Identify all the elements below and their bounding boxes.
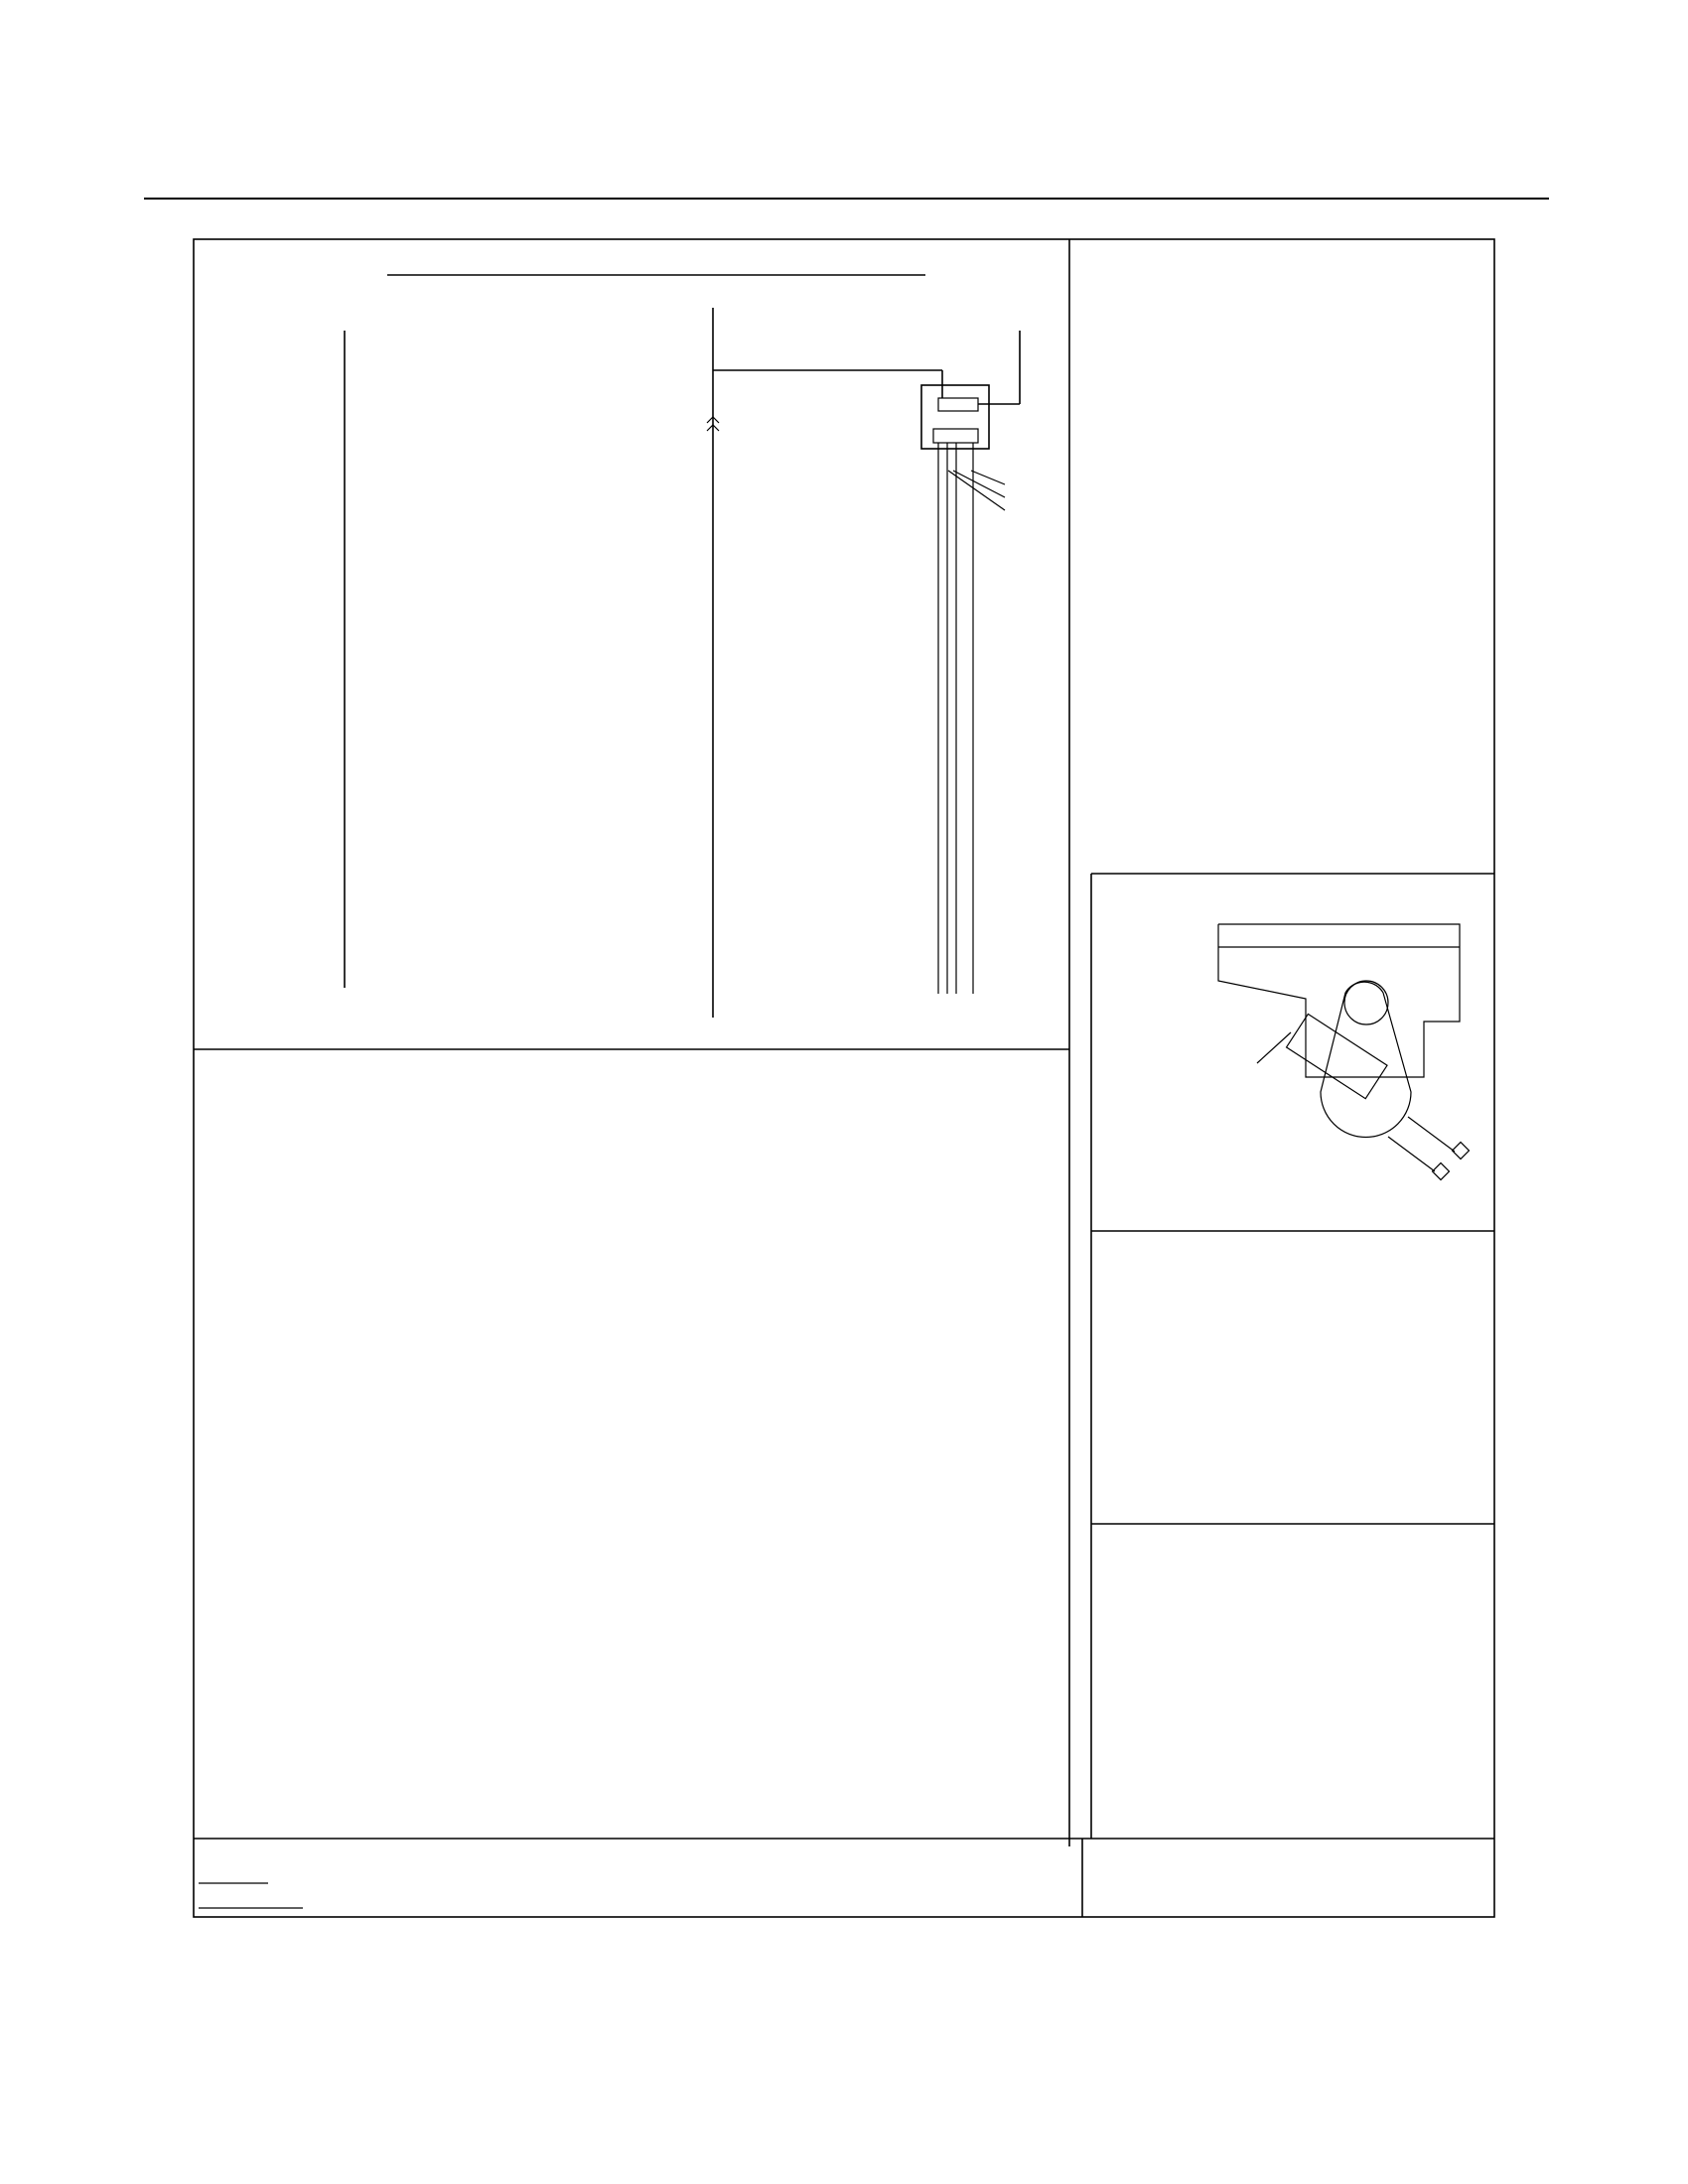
latch-motor-diagram <box>1218 924 1469 1179</box>
diagram-frame <box>194 239 1494 1917</box>
p1-plug <box>938 398 978 411</box>
p3-plug <box>933 429 978 443</box>
wire <box>953 471 1005 497</box>
top-circuit <box>345 308 1020 1018</box>
caution-block <box>0 0 303 1908</box>
transformer-box <box>921 385 989 449</box>
